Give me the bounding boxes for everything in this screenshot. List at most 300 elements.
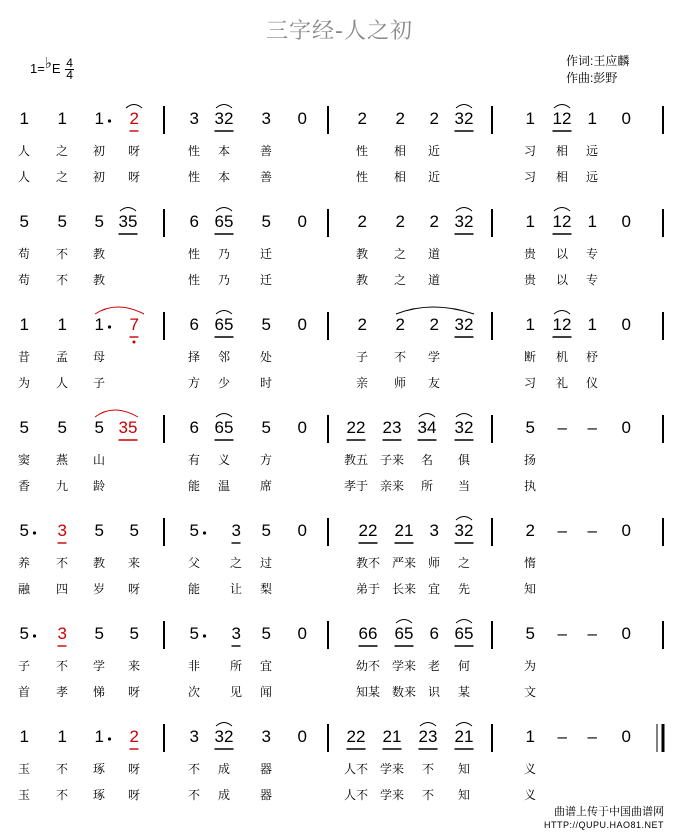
note: 2 [129,109,139,128]
lyric: 席 [260,479,273,493]
note: 3 [261,109,271,128]
lyric: 龄 [93,479,106,493]
lyric: 过 [260,556,273,570]
lyric: 不 [422,788,435,802]
lyric: 俱 [458,453,471,467]
lyric: 数来 [392,685,417,699]
lyric: 首 [18,685,31,699]
lyric: 不 [188,762,201,776]
lyric: 之 [56,144,69,158]
lyric: 邻 [218,350,231,364]
lyric: 机 [556,350,569,364]
lyric: 玉 [18,788,31,802]
note: 66 [358,624,378,643]
note: – [587,521,597,540]
augmentation-dot [108,737,111,740]
lyric: 不 [56,788,69,802]
lyric: 琢 [93,762,106,776]
note: 2 [357,315,367,334]
lyric: 善 [260,144,273,158]
slur-arc [456,414,472,418]
note: 1 [57,315,67,334]
note: 1 [19,727,29,746]
note: 2 [129,727,139,746]
lyric: 初 [93,170,106,184]
lyric: 少 [218,376,231,390]
lyric: 见 [230,685,243,699]
augmentation-dot [203,531,206,534]
note: 5 [19,624,29,643]
note: 2 [525,521,535,540]
lyric: 所 [230,659,243,673]
lyric: 之 [394,273,407,287]
lyric: 时 [260,376,273,390]
note: 12 [552,315,572,334]
lyric: 当 [458,479,471,493]
lyric: 能 [188,479,201,493]
note: – [557,521,567,540]
lyric: 相 [394,170,407,184]
slur-arc [554,105,570,109]
note: 5 [94,521,104,540]
note: – [587,624,597,643]
lyric: 本 [218,170,231,184]
note: 5 [94,418,104,437]
lyric: 习 [524,170,537,184]
note: 5 [525,418,535,437]
note: 0 [297,418,307,437]
lyric: 九 [56,479,69,493]
lyric: 器 [260,762,273,776]
time-top: 4 [66,56,73,70]
lyric: 贵 [524,273,537,287]
lyric: 性 [188,273,201,287]
lyric: 有 [188,453,201,467]
lyric: 扬 [524,453,537,467]
note: 1 [587,212,597,231]
note: 0 [621,315,631,334]
lyric: 近 [428,144,441,158]
note: 0 [297,109,307,128]
slur-arc [120,208,136,212]
note: 5 [19,212,29,231]
lyric: 断 [524,350,537,364]
lyric: 远 [586,144,599,158]
lyric: 呀 [128,170,141,184]
slur-arc [216,414,232,418]
lyric: 本 [218,144,231,158]
lyric: 教不 [356,556,381,570]
note: 6 [429,624,439,643]
lyric: 不 [56,556,69,570]
lyric: 友 [428,376,441,390]
note: 65 [394,624,414,643]
note: 3 [261,727,271,746]
note: 1 [587,109,597,128]
note: 0 [297,212,307,231]
note: 5 [19,418,29,437]
lyric: 惰 [524,556,537,570]
note: 32 [454,521,474,540]
lyric: 呀 [128,788,141,802]
lyric: 梨 [260,582,273,596]
tie-arc [95,307,144,314]
note: 0 [621,212,631,231]
note: 1 [57,727,67,746]
lyric: 亲来 [380,479,405,493]
lyric: 弟于 [356,582,381,596]
lyric: 呀 [128,582,141,596]
lyric: 不 [422,762,435,776]
lyric: 识 [428,685,441,699]
lyric: 择 [188,350,201,364]
note: 6 [189,315,199,334]
note: 2 [395,212,405,231]
flat-sign: ♭ [44,54,52,72]
slur-arc [216,208,232,212]
note: 32 [454,315,474,334]
lyric: 融 [18,582,31,596]
tie-arc [95,410,138,417]
lyric: 教 [356,247,369,261]
lyric: 之 [394,247,407,261]
note: 2 [429,109,439,128]
lyric: 温 [218,479,231,493]
lyric: 礼 [556,376,569,390]
lyric: 义 [524,788,537,802]
note: 23 [382,418,402,437]
note: 0 [297,727,307,746]
note: 5 [94,624,104,643]
lyric: 仪 [586,376,599,390]
lyric: 教 [356,273,369,287]
note: 35 [118,418,138,437]
lyric: 相 [394,144,407,158]
lyric: 成 [218,762,231,776]
lyric: 相 [556,170,569,184]
lyric: 义 [218,453,231,467]
note: 2 [357,212,367,231]
lyric: 人 [18,170,31,184]
lyric: 性 [188,144,201,158]
lyric: 专 [586,273,599,287]
lyric: 香 [18,479,31,493]
note: 1 [525,315,535,334]
note: 32 [454,212,474,231]
lyric: 玉 [18,762,31,776]
lyric: 教 [93,247,106,261]
lyric: 某 [458,685,471,699]
lyricist-credit: 作词:王应麟 [566,54,630,68]
lyric: 处 [260,350,273,364]
note: 1 [19,315,29,334]
slur-arc [420,723,436,727]
lyric: 以 [556,273,569,287]
lyric: 呀 [128,685,141,699]
note: 5 [525,624,535,643]
note: 5 [189,521,199,540]
lyric: 老 [428,659,441,673]
time-bottom: 4 [66,68,73,82]
lyric: 非 [188,659,201,673]
lyric: 教 [93,273,106,287]
lyric: 苟 [18,273,31,287]
lyric: 不 [56,659,69,673]
low-octave-dot [133,341,136,344]
slur-arc [456,208,472,212]
lyric: 呀 [128,762,141,776]
score-title: 三字经-人之初 [266,19,413,44]
augmentation-dot [108,325,111,328]
slur-arc [554,311,570,315]
note: 1 [94,109,104,128]
lyric: 不 [56,273,69,287]
lyric: 不 [56,247,69,261]
lyric: 孝 [56,685,69,699]
slur-arc [456,105,472,109]
key-prefix: 1= [30,60,45,76]
slur-arc [456,723,472,727]
lyric: 子 [93,376,106,390]
note: 1 [525,727,535,746]
note: 5 [189,624,199,643]
lyric: 学来 [380,762,405,776]
watermark-line1: 曲谱上传于中国曲谱网 [554,806,665,818]
lyric: 来 [128,556,141,570]
note: 5 [261,212,271,231]
lyric: 昔 [18,350,31,364]
lyric: 师 [394,376,407,390]
note: 2 [395,315,405,334]
note: 35 [118,212,138,231]
note: 0 [297,315,307,334]
lyric: 乃 [218,247,231,261]
lyric: 远 [586,170,599,184]
lyric: 养 [18,556,31,570]
note: 12 [552,109,572,128]
lyric: 亲 [356,376,369,390]
note: 5 [129,521,139,540]
lyric: 方 [260,453,273,467]
lyric: 善 [260,170,273,184]
lyric: 知 [458,788,471,802]
lyric: 先 [458,582,471,596]
note: 65 [214,418,234,437]
lyric: 呀 [128,144,141,158]
lyric: 人不 [344,762,369,776]
lyric: 习 [524,144,537,158]
lyric: 长来 [392,582,417,596]
lyric: 严来 [392,556,417,570]
slur-arc [456,517,472,521]
note: 2 [395,109,405,128]
note: 21 [394,521,414,540]
lyric: 文 [524,685,537,699]
note: 3 [429,521,439,540]
augmentation-dot [203,634,206,637]
note: 5 [261,521,271,540]
note: 21 [382,727,402,746]
note: 3 [231,624,241,643]
lyric: 苟 [18,247,31,261]
lyric: 悌 [93,685,106,699]
watermark [544,806,664,832]
note: 0 [621,109,631,128]
note: 3 [189,727,199,746]
lyric: 人 [56,376,69,390]
augmentation-dot [33,634,36,637]
lyric: 性 [356,144,369,158]
composer-credit: 作曲:彭野 [566,71,618,85]
note: 32 [454,109,474,128]
lyric: 次 [188,685,201,699]
lyric: 器 [260,788,273,802]
lyric: 子 [356,350,369,364]
lyric: 性 [188,247,201,261]
lyric: 人 [18,144,31,158]
lyric: 相 [556,144,569,158]
note: 0 [621,624,631,643]
note: 34 [417,418,437,437]
lyric: 学 [93,659,106,673]
lyric: 名 [421,453,434,467]
lyric: 道 [428,247,441,261]
note: 32 [214,727,234,746]
lyric: 师 [428,556,441,570]
note: 0 [621,727,631,746]
augmentation-dot [108,119,111,122]
lyric: 专 [586,247,599,261]
lyric: 道 [428,273,441,287]
note: – [557,418,567,437]
lyric: 不 [394,350,407,364]
note: – [557,624,567,643]
lyric: 母 [93,350,106,364]
note: 5 [261,315,271,334]
slur-arc [456,620,472,624]
lyric: 知某 [356,685,381,699]
note: 3 [57,624,67,643]
note: 1 [525,212,535,231]
note: 5 [19,521,29,540]
lyric: 教五 [344,453,369,467]
lyric: 乃 [218,273,231,287]
lyric: 近 [428,170,441,184]
note: 0 [297,624,307,643]
note: 2 [357,109,367,128]
slur-arc [126,105,142,109]
lyric: 琢 [93,788,106,802]
note: 1 [94,727,104,746]
lyric: 之 [56,170,69,184]
lyric: 习 [524,376,537,390]
lyric: 方 [188,376,201,390]
note: 22 [358,521,378,540]
lyric: 人不 [344,788,369,802]
note: 21 [454,727,474,746]
lyric: 幼不 [356,659,381,673]
note: 1 [19,109,29,128]
lyric: 子 [18,659,31,673]
lyric: 之 [230,556,243,570]
lyric: 来 [128,659,141,673]
note: 5 [94,212,104,231]
lyric: 性 [356,170,369,184]
note: 22 [346,418,366,437]
note: 1 [525,109,535,128]
lyric: 为 [524,659,537,673]
lyric: 性 [188,170,201,184]
lyric: 不 [188,788,201,802]
slur-arc [216,723,232,727]
lyric: 之 [458,556,471,570]
note: 1 [94,315,104,334]
lyric: 让 [230,582,243,596]
lyric: 学 [428,350,441,364]
note: 5 [57,418,67,437]
note: 32 [214,109,234,128]
note: 0 [621,521,631,540]
note: – [587,727,597,746]
watermark-line2: HTTP://QUPU.HAO81.NET [544,820,665,830]
slur-arc [554,208,570,212]
lyric: 窦 [18,453,31,467]
lyric: 知 [524,582,537,596]
note: 5 [261,418,271,437]
lyric: 孟 [56,350,69,364]
lyric: 知 [458,762,471,776]
note: 2 [429,315,439,334]
lyric: 能 [188,582,201,596]
lyric: 教 [93,556,106,570]
note: 22 [346,727,366,746]
note: 2 [429,212,439,231]
lyric: 成 [218,788,231,802]
key-tonic: E [51,60,61,76]
lyric: 宜 [260,659,273,673]
lyric: 初 [93,144,106,158]
lyric: 孝于 [344,479,369,493]
lyric: 宜 [428,582,441,596]
lyric: 执 [524,479,537,493]
augmentation-dot [33,531,36,534]
lyric: 山 [93,453,106,467]
note: – [587,418,597,437]
note: 65 [214,315,234,334]
lyric: 子来 [380,453,405,467]
lyric: 所 [421,479,434,493]
lyric: 不 [56,762,69,776]
lyric: 迁 [260,273,273,287]
note: 1 [57,109,67,128]
note: 6 [189,212,199,231]
lyric: 四 [56,582,69,596]
lyric: 以 [556,247,569,261]
note: 5 [261,624,271,643]
note: 65 [454,624,474,643]
lyric: 何 [458,659,471,673]
lyric: 岁 [93,582,106,596]
note: 12 [552,212,572,231]
lyric: 父 [188,556,201,570]
note: 3 [57,521,67,540]
lyric: 贵 [524,247,537,261]
lyric: 义 [524,762,537,776]
slur-arc [419,414,435,418]
note: 32 [454,418,474,437]
note: 0 [621,418,631,437]
lyric: 杼 [586,350,599,364]
